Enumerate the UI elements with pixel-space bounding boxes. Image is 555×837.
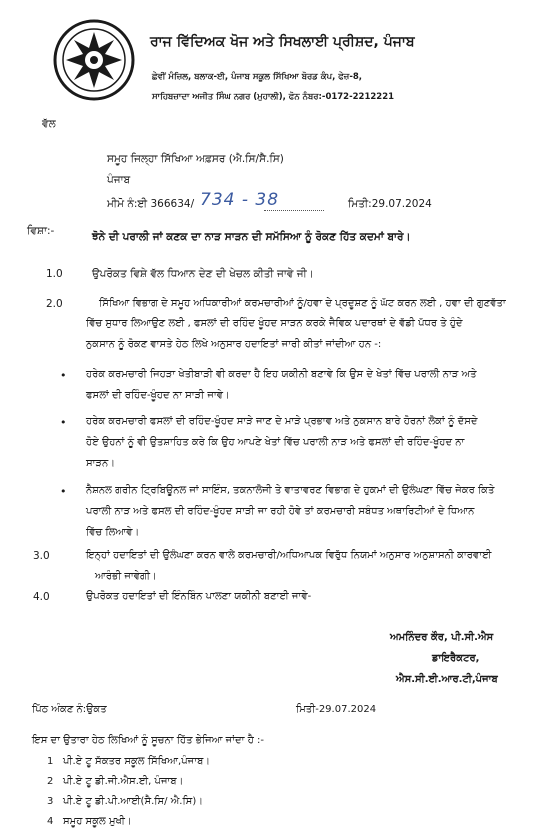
recipient-number: 3 [47,796,54,807]
recipient-item: ਸਮੂਹ ਸਕੂਲ ਮੁਖੀ। [63,816,132,827]
memo-handwritten-number: 734 - 38 [200,190,280,210]
recipient-item: ਪੀ.ਏ ਟੂ ਡੀ.ਜੀ.ਐਸ.ਈ, ਪੰਜਾਬ। [63,776,184,787]
bullet-line: ਵਿੱਚ ਲਿਆਵੇ। [86,527,140,538]
para-line: ਉਪਰੋਕਤ ਹਦਾਇਤਾਂ ਦੀ ਇੰਨਬਿੰਨ ਪਾਲਣਾ ਯਕੀਨੀ ਬਣਾਈ ਜਾਵੇ- [86,591,312,602]
para-line: ਇਨ੍ਹਾਂ ਹਦਾਇਤਾਂ ਦੀ ਉਲੰਘਣਾ ਕਰਨ ਵਾਲੇ ਕਰਮਚਾਰੀ/ਅਧਿਆਪਕ ਵਿਰੁੱਧ ਨਿਯਮਾਂ ਅਨੁਸਾਰ ਅਨੁਸ਼ਾਸਨੀ ਕਾਰਵਾਈ [86,550,492,561]
bullet-line: ਫਸਲਾਂ ਦੀ ਰਹਿੰਦ-ਖੂੰਹਦ ਨਾ ਸਾੜੀ ਜਾਵੇ। [86,390,230,401]
recipient-state: ਪੰਜਾਬ [107,174,131,186]
para-line: ਉਪਰੋਕਤ ਵਿਸ਼ੇ ਵੱਲ ਧਿਆਨ ਦੇਣ ਦੀ ਖੇਚਲ ਕੀਤੀ ਜਾਵੇ ਜੀ। [92,268,314,280]
para-number: 4.0 [33,591,50,603]
endorsement-intro: ਇਸ ਦਾ ਉਤਾਰਾ ਹੇਠ ਲਿਖਿਆਂ ਨੂੰ ਸੂਚਨਾ ਹਿੱਤ ਭੇਜਿਆ ਜਾਂਦਾ ਹੈ :- [32,735,264,746]
recipient: ਸਮੂਹ ਜਿਲ੍ਹਾ ਸਿੱਖਿਆ ਅਫ਼ਸਰ (ਐ.ਸਿ/ਸੈ.ਸਿ) [107,153,284,165]
bullet-dot: • [60,416,67,429]
signatory-office: ਐਸ.ਸੀ.ਈ.ਆਰ.ਟੀ,ਪੰਜਾਬ [396,674,498,685]
para-number: 2.0 [46,298,63,310]
bullet-line: ਹੋਏ ਉਹਨਾਂ ਨੂੰ ਵੀ ਉਤਸ਼ਾਹਿਤ ਕਰੇ ਕਿ ਉਹ ਆਪਣੇ ਖੇਤਾਂ ਵਿੱਚ ਪਰਾਲੀ ਨਾੜ ਅਤੇ ਫਸਲਾਂ ਦੀ ਰਹਿੰਦ-ਖੂੰਹਦ ਨਾ [86,437,465,448]
endorsement-label: ਪਿੱਠ ਅੰਕਣ ਨੰ:ਉਕਤ [32,704,107,715]
memo-dotted-line [264,210,324,211]
bullet-line: ਸਾੜਨ। [86,458,116,469]
para-line: ਸਿੱਖਿਆ ਵਿਭਾਗ ਦੇ ਸਮੂਹ ਅਧਿਕਾਰੀਆਂ ਕਰਮਚਾਰੀਆਂ ਨੂੰ/ਹਵਾ ਦੇ ਪ੍ਰਦੂਸ਼ਣ ਨੂੰ ਘੱਟ ਕਰਨ ਲਈ , ਹਵਾ ਦੀ ਗੁਣਵੱਤਾ [99,298,506,309]
recipient-item: ਪੀ.ਏ ਟੂ ਡੀ.ਪੀ.ਆਈ(ਸੈ.ਸਿ/ ਐ.ਸਿ)। [63,796,203,807]
bullet-line: ਹਰੇਕ ਕਰਮਚਾਰੀ ਫਸਲਾਂ ਦੀ ਰਹਿੰਦ-ਖੂੰਹਦ ਸਾੜੇ ਜਾਣ ਦੇ ਮਾੜੇ ਪ੍ਰਭਾਵ ਅਤੇ ਨੁਕਸਾਨ ਬਾਰੇ ਹੋਰਨਾਂ ਲੋਕਾਂ ਨੂੰ ਦੱਸਦੇ [86,416,478,427]
bullet-dot: • [60,485,67,498]
to-label: ਵੱਲ [42,118,56,130]
subject-text: ਝੋਨੇ ਦੀ ਪਰਾਲੀ ਜਾਂ ਕਣਕ ਦਾ ਨਾੜ ਸਾੜਨ ਦੀ ਸਮੱਸਿਆ ਨੂੰ ਰੋਕਣ ਹਿੱਤ ਕਦਮਾਂ ਬਾਰੇ। [92,231,411,243]
bullet-line: ਹਰੇਕ ਕਰਮਚਾਰੀ ਜਿਹੜਾ ਖੇਤੀਬਾੜੀ ਵੀ ਕਰਦਾ ਹੈ ਇਹ ਯਕੀਨੀ ਬਣਾਵੇ ਕਿ ਉਸ ਦੇ ਖੇਤਾਂ ਵਿੱਚ ਪਰਾਲੀ ਨਾੜ ਅਤੇ [86,369,477,380]
scert-emblem-icon [52,18,136,102]
address-line-2: ਸਾਹਿਬਜ਼ਾਦਾ ਅਜੀਤ ਸਿੰਘ ਨਗਰ (ਮੁਹਾਲੀ), ਫੋਨ ਨੰਬਰ:-0172-2212221 [152,92,395,102]
recipient-number: 4 [47,816,54,827]
recipient-item: ਪੀ.ਏ ਟੂ ਸੱਕਤਰ ਸਕੂਲ ਸਿੱਖਿਆ,ਪੰਜਾਬ। [63,756,211,767]
para-line: ਨੁਕਸਾਨ ਨੂੰ ਰੋਕਣ ਵਾਸਤੇ ਹੇਠ ਲਿਖੇ ਅਨੁਸਾਰ ਹਦਾਇਤਾਂ ਜਾਰੀ ਕੀਤਾਂ ਜਾਂਦੀਆ ਹਨ -: [86,339,382,350]
org-name: ਰਾਜ ਵਿੱਦਿਅਕ ਖੋਜ ਅਤੇ ਸਿਖਲਾਈ ਪ੍ਰੀਸ਼ਦ, ਪੰਜਾਬ [150,34,415,50]
bullet-line: ਪਰਾਲੀ ਨਾੜ ਅਤੇ ਫਸਲ ਦੀ ਰਹਿੰਦ-ਖੂੰਹਦ ਸਾੜੀ ਜਾ ਰਹੀ ਹੋਵੇ ਤਾਂ ਕਰਮਚਾਰੀ ਸਬੰਧਤ ਅਥਾਰਿਟੀਆਂ ਦੇ ਧਿਆਨ [86,506,475,517]
signatory-designation: ਡਾਇਰੈਕਟਰ, [432,653,480,664]
address-line-1: ਛੇਵੀਂ ਮੰਜ਼ਿਲ, ਬਲਾਕ-ਈ, ਪੰਜਾਬ ਸਕੂਲ ਸਿੱਖਿਆ ਬੋਰਡ ਕੰਪ, ਫੇਜ਼-8, [152,72,363,82]
signatory-name: ਅਮਨਿੰਦਰ ਕੌਰ, ਪੀ.ਸੀ.ਐਸ [390,632,494,643]
para-line: ਵਿੱਚ ਸੁਧਾਰ ਲਿਆਉਣ ਲਈ , ਫਸਲਾਂ ਦੀ ਰਹਿੰਦ ਖੂੰਹਦ ਸਾੜਨ ਕਰਕੇ ਜੈਵਿਕ ਪਦਾਰਥਾਂ ਦੇ ਵੱਡੀ ਪੱਧਰ ਤੇ ਹੁੰਦੇ [86,318,463,329]
memo-number: ਮੀਮੋ ਨੰ:ਈ 366634/ [107,198,195,210]
para-number: 1.0 [46,268,63,280]
recipient-number: 2 [47,776,54,787]
recipient-number: 1 [47,756,54,767]
endorsement-date: ਮਿਤੀ-29.07.2024 [296,704,377,715]
para-line: ਆਰੰਭੀ ਜਾਵੇਗੀ। [95,571,157,582]
para-number: 3.0 [33,550,50,562]
memo-date: ਮਿਤੀ:29.07.2024 [348,198,432,210]
bullet-dot: • [60,369,67,382]
bullet-line: ਨੈਸ਼ਨਲ ਗਰੀਨ ਟ੍ਰਿਬਿਊਨਲ ਜਾਂ ਸਾਇੰਸ, ਤਕਨਾਲੋਜੀ ਤੇ ਵਾਤਾਵਰਣ ਵਿਭਾਗ ਦੇ ਹੁਕਮਾਂ ਦੀ ਉਲੰਘਣਾ ਵਿੱਚ ਜੇਕਰ ਕਿਤੇ [86,485,495,496]
subject-label: ਵਿਸ਼ਾ:- [27,225,55,237]
